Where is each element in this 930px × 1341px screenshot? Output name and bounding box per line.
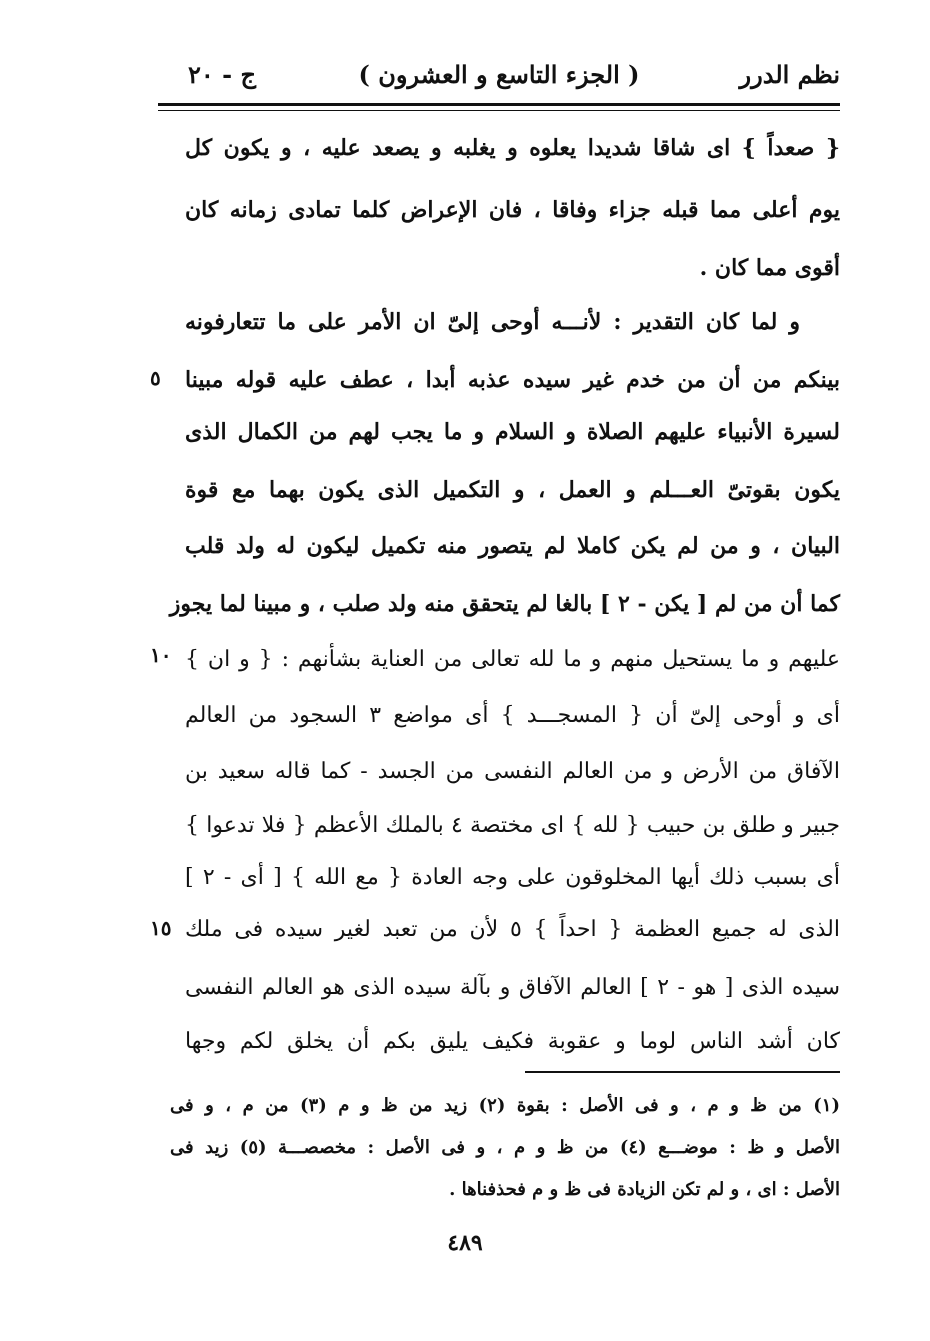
text-line: كما أن من لم [ يكن - ٢ ] بالغا لم يتحقق منه ولد صلب ، و مبينا لما يجوز xyxy=(169,591,840,617)
text-line: و لما كان التقدير : لأنـــه أوحى إلىّ ان الأمر على ما تتعارفونه xyxy=(185,309,800,335)
text-line: عليهم و ما يستحيل منهم و ما لله تعالى من العناية بشأنهم : { و ان } xyxy=(185,647,840,672)
text-line: كان أشد الناس لوما و عقوبة فكيف يليق بكم أن يخلق لكم وجها xyxy=(185,1029,840,1054)
text-line: البيان ، و من لم يكن كاملا لم يتصور منه تكميل ليكون له ولد قلب xyxy=(185,533,840,559)
line-number-15: ١٥ xyxy=(150,916,172,940)
text-line: سيده الذى [ هو - ٢ ] العالم الآفاق و بآلة سيده الذى هو العالم النفسى xyxy=(185,975,841,1000)
running-header xyxy=(158,56,840,100)
volume-number: ج - ٢٠ xyxy=(188,60,256,89)
footnote-line: الأصل و ظ : موضـــع (٤) من ظ و م ، و فى الأصل : مخصصـــة (٥) زيد فى xyxy=(170,1137,841,1158)
book-title: نظم الدرر xyxy=(739,60,840,89)
text-line: الآفاق من الأرض و من العالم النفسى من الجسد - كما قاله سعيد بن xyxy=(185,759,840,784)
page-number: ٤٨٩ xyxy=(447,1230,483,1256)
text-line: يوم أعلى مما قبله جزاء وفاقا ، فان الإعراض كلما تمادى زمانه كان xyxy=(185,197,840,223)
text-line: لسيرة الأنبياء عليهم الصلاة و السلام و ما يجب لهم من الكمال الذى xyxy=(185,419,840,445)
text-line: جبير و طلق بن حبيب { لله } اى مختصة ٤ بالملك الأعظم { فلا تدعوا } xyxy=(185,813,840,838)
part-title: ( الجزء التاسع و العشرون ) xyxy=(358,60,640,89)
text-line: أى و أوحى إلىّ أن { المسجـــد } أى مواضع ٣ السجود من العالم xyxy=(185,703,840,728)
text-line: يكون بقوتىّ العـــلم و العمل ، و التكميل الذى يكون بهما مع قوة xyxy=(185,477,840,503)
text-line: بينكم من أن من خدم غير سيده عذبه أبدا ، عطف عليه قوله مبينا xyxy=(185,367,840,393)
footnote-line: (١) من ظ و م ، و فى الأصل : بقوة (٢) زيد من ظ و م (٣) من م ، و فى xyxy=(170,1095,840,1116)
header-rule-thin xyxy=(158,110,840,111)
text-line: أى بسبب ذلك أيها المخلوقون على وجه العادة { مع الله } [ أى - ٢ ] xyxy=(185,865,841,890)
footnote-rule xyxy=(525,1071,840,1073)
line-number-10: ١٠ xyxy=(150,643,172,667)
line-number-5: ٥ xyxy=(150,366,161,390)
text-line: الذى له جميع العظمة { احداً } ٥ لأن من تعبد لغير سيده فى ملك xyxy=(185,917,840,942)
header-rule-thick xyxy=(158,103,840,106)
footnote-line: الأصل : اى ، و لم تكن الزيادة فى ظ و م فحذفناها . xyxy=(449,1179,840,1200)
text-line: { صعداً } اى شاقا شديدا يعلوه و يغلبه و يصعد عليه ، و يكون كل xyxy=(185,135,840,161)
text-line: أقوى مما كان . xyxy=(699,255,840,281)
